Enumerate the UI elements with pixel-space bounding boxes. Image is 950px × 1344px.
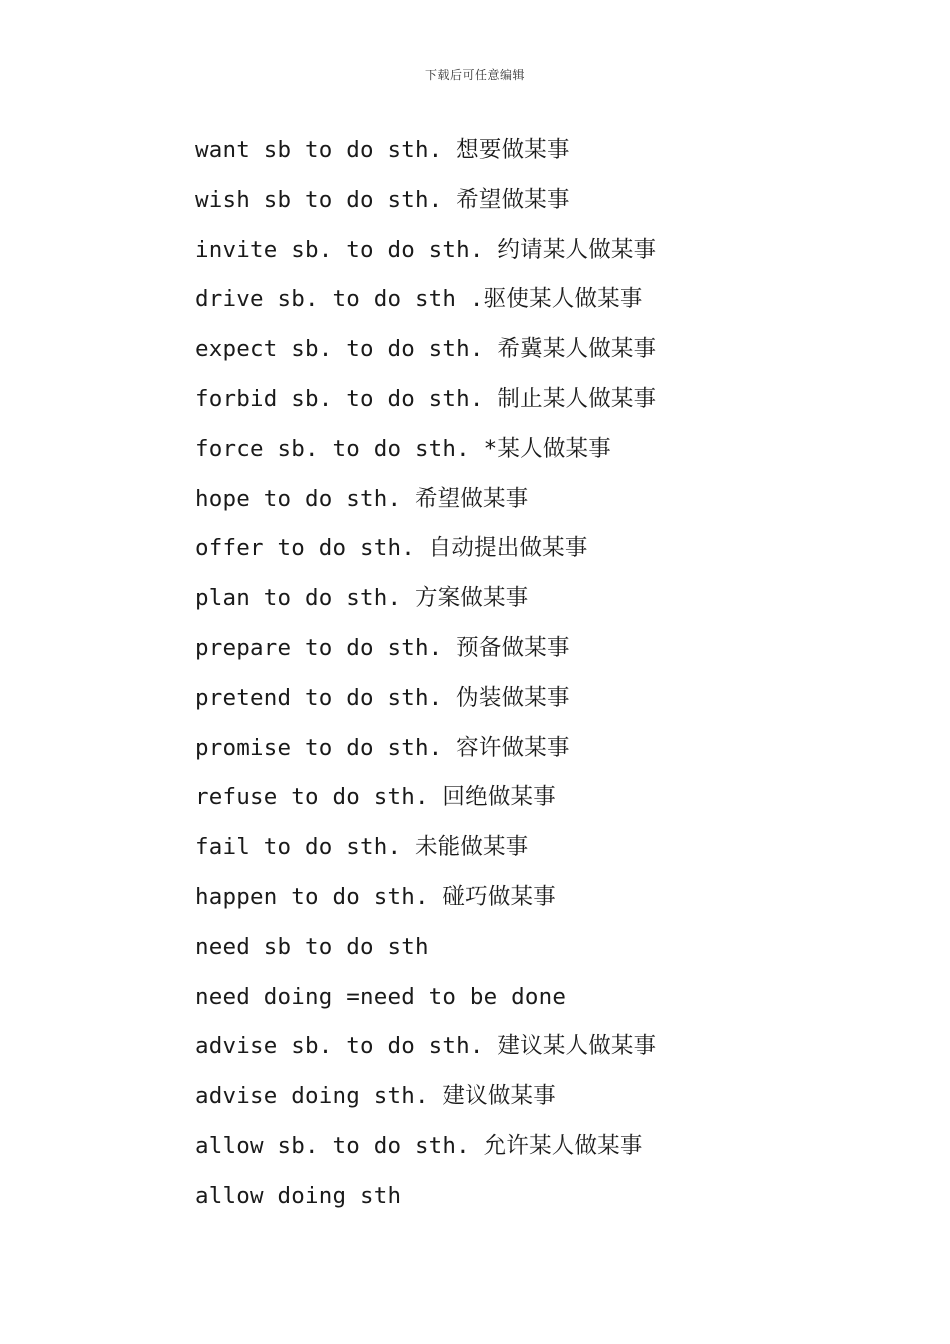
phrase-line: happen to do sth. 碰巧做某事: [195, 883, 556, 910]
phrase-line: expect sb. to do sth. 希冀某人做某事: [195, 336, 657, 363]
phrase-line: wish sb to do sth. 希望做某事: [195, 186, 570, 213]
phrase-line: drive sb. to do sth .驱使某人做某事: [195, 286, 643, 313]
phrase-line: forbid sb. to do sth. 制止某人做某事: [195, 385, 657, 412]
page-header: 下载后可任意编辑: [424, 68, 525, 82]
phrase-line: want sb to do sth. 想要做某事: [195, 137, 570, 163]
phrase-line: hope to do sth. 希望做某事: [195, 485, 529, 512]
phrase-line: allow sb. to do sth. 允许某人做某事: [195, 1132, 643, 1159]
phrase-line: fail to do sth. 未能做某事: [195, 834, 529, 861]
phrase-line: force sb. to do sth. *某人做某事: [195, 435, 611, 462]
phrase-line: offer to do sth. 自动提出做某事: [195, 535, 588, 562]
phrase-line: advise sb. to do sth. 建议某人做某事: [195, 1033, 657, 1060]
phrase-line: need sb to do sth: [195, 933, 429, 960]
phrase-line: pretend to do sth. 伪装做某事: [195, 684, 570, 711]
phrase-line: advise doing sth. 建议做某事: [195, 1083, 556, 1110]
phrase-list: [195, 132, 895, 1228]
phrase-line: allow doing sth: [195, 1182, 402, 1209]
phrase-line: prepare to do sth. 预备做某事: [195, 634, 570, 661]
phrase-line: need doing =need to be done: [195, 983, 567, 1010]
phrase-line: refuse to do sth. 回绝做某事: [195, 784, 556, 811]
phrase-line: promise to do sth. 容许做某事: [195, 734, 570, 761]
phrase-line: plan to do sth. 方案做某事: [195, 585, 529, 612]
phrase-line: invite sb. to do sth. 约请某人做某事: [195, 236, 657, 263]
